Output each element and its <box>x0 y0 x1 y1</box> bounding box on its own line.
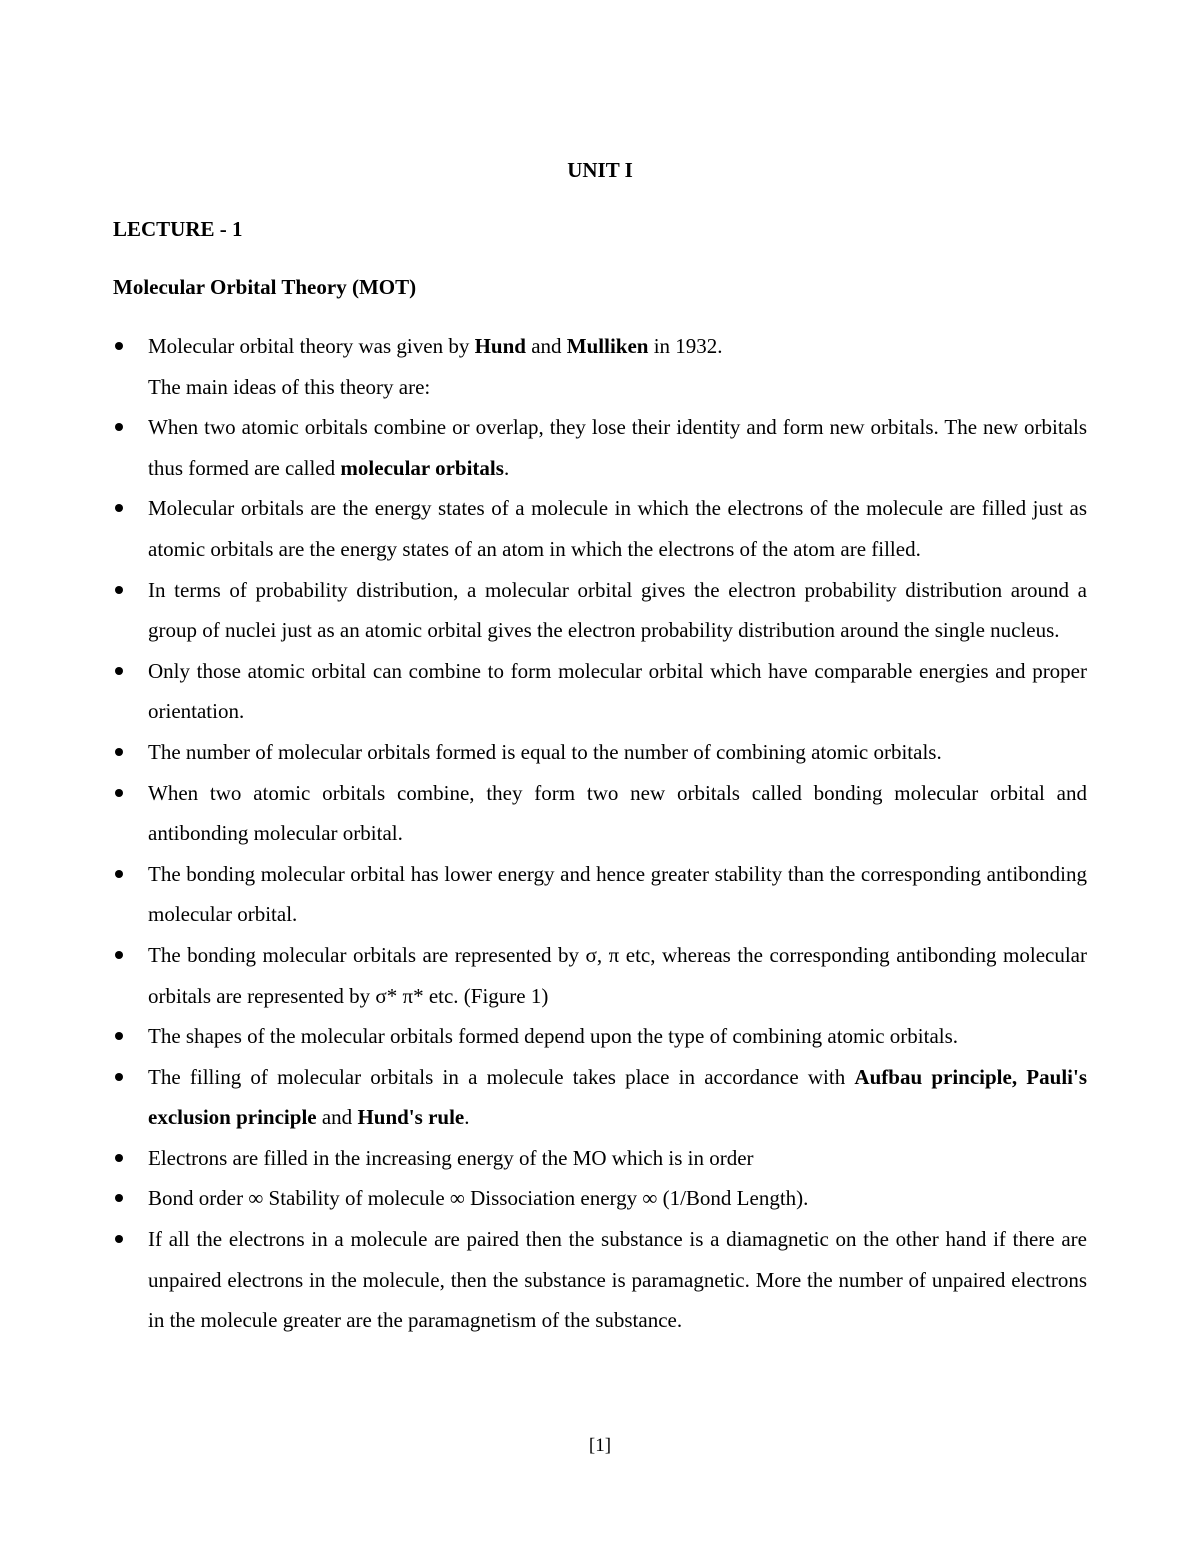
bullet-icon <box>115 423 123 431</box>
bullet-icon <box>115 586 123 594</box>
bullet-icon <box>115 951 123 959</box>
bullet-icon <box>115 1235 123 1243</box>
section-title: Molecular Orbital Theory (MOT) <box>113 275 417 299</box>
bullet-item: In terms of probability distribution, a molecular orbital gives the electron probability distribution around a group of nuclei just as an atomic orbital gives the electron probability distribution around the single nucleus. <box>113 570 1087 651</box>
unit-title: UNIT I <box>567 158 633 182</box>
lecture-title: LECTURE - 1 <box>113 217 243 241</box>
bullet-item: Bond order ∞ Stability of molecule ∞ Dissociation energy ∞ (1/Bond Length). <box>113 1178 1087 1219</box>
bullet-item: Only those atomic orbital can combine to form molecular orbital which have comparable energies and proper orientation. <box>113 651 1087 732</box>
bullet-icon <box>115 1154 123 1162</box>
bullet-item: Molecular orbitals are the energy states of a molecule in which the electrons of the molecule are filled just as atomic orbitals are the energy states of an atom in which the electrons of the atom are filled. <box>113 488 1087 569</box>
bullet-icon <box>115 1194 123 1202</box>
bullet-item: When two atomic orbitals combine or overlap, they lose their identity and form new orbitals. The new orbitals thus formed are called molecular orbitals. <box>113 407 1087 488</box>
bullet-icon <box>115 1073 123 1081</box>
bullet-item: When two atomic orbitals combine, they form two new orbitals called bonding molecular orbital and antibonding molecular orbital. <box>113 773 1087 854</box>
bullet-item: The main ideas of this theory are: <box>148 374 431 399</box>
bullet-item: If all the electrons in a molecule are paired then the substance is a diamagnetic on the other hand if there are unpaired electrons in the molecule, then the substance is paramagnetic. More the number of unpaired electrons in the molecule greater are the paramagnetism of the substance. <box>113 1219 1087 1341</box>
bullet-item: Electrons are filled in the increasing energy of the MO which is in order <box>113 1138 1087 1179</box>
page-number: [1] <box>588 1435 612 1456</box>
bullet-icon <box>115 1032 123 1040</box>
bullet-icon <box>115 342 123 350</box>
bullet-item: The bonding molecular orbital has lower energy and hence greater stability than the corresponding antibonding molecular orbital. <box>113 854 1087 935</box>
bullet-item: The filling of molecular orbitals in a molecule takes place in accordance with Aufbau principle, Pauli's exclusion principle and Hund's rule. <box>113 1057 1087 1138</box>
bullet-item: The shapes of the molecular orbitals formed depend upon the type of combining atomic orbitals. <box>113 1016 1087 1057</box>
bullet-item: Molecular orbital theory was given by Hund and Mulliken in 1932. <box>113 326 1087 367</box>
bullet-icon <box>115 504 123 512</box>
bullet-icon <box>115 870 123 878</box>
bullet-icon <box>115 789 123 797</box>
bullet-item: The number of molecular orbitals formed is equal to the number of combining atomic orbitals. <box>113 732 1087 773</box>
bullet-icon <box>115 667 123 675</box>
bullet-item: The bonding molecular orbitals are represented by σ, π etc, whereas the corresponding antibonding molecular orbitals are represented by σ* π* etc. (Figure 1) <box>113 935 1087 1016</box>
bullet-list <box>113 326 1087 1341</box>
bullet-icon <box>115 748 123 756</box>
